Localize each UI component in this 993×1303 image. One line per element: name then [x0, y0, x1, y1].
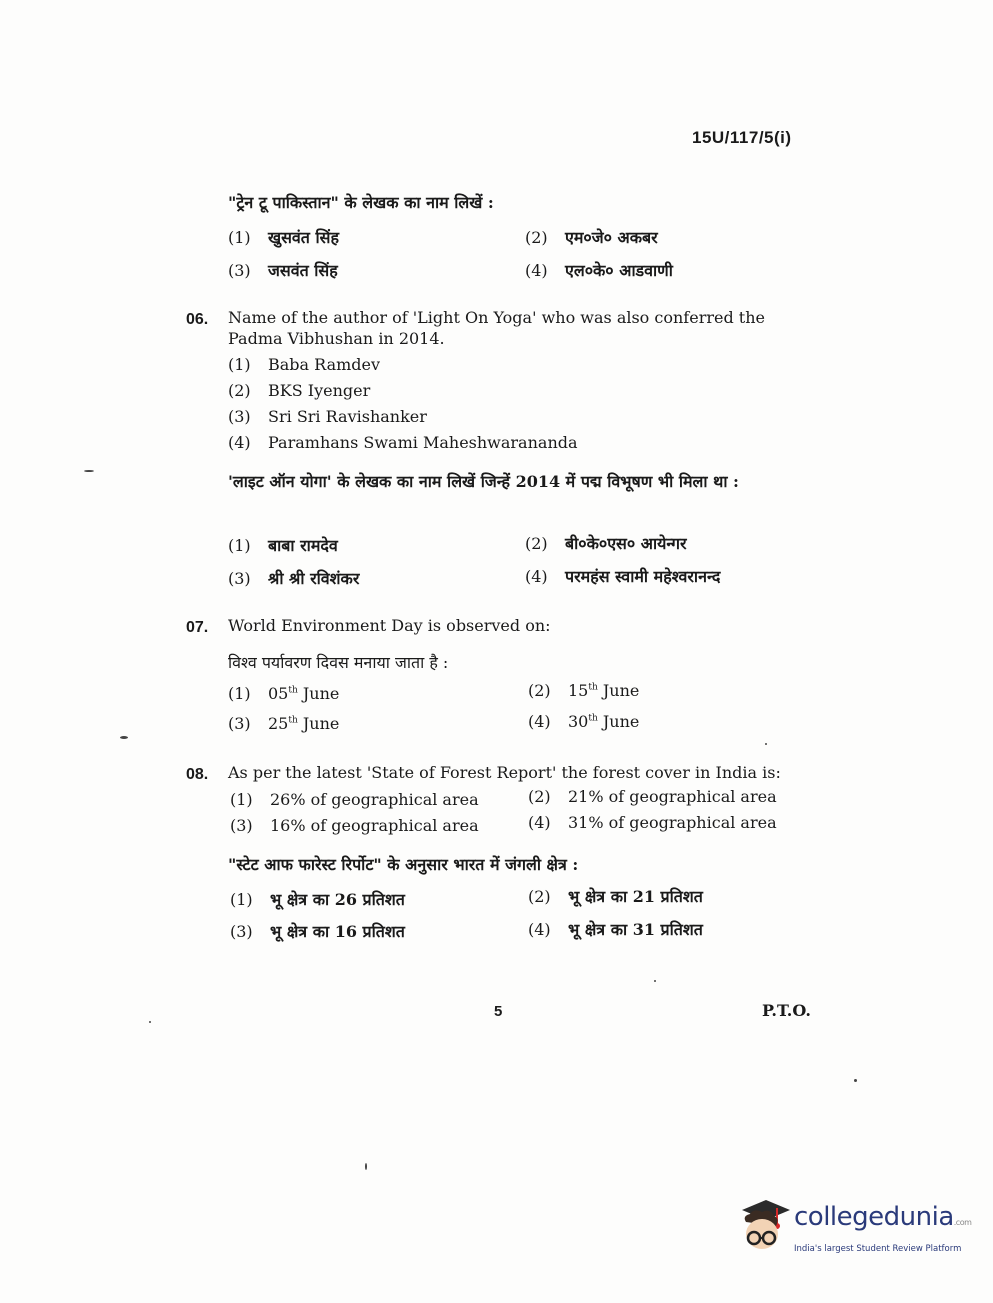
q06-hindi-option-1: (1) बाबा रामदेव: [228, 536, 338, 555]
pto-label: P.T.O.: [762, 1001, 811, 1020]
q05-hindi-option-2: (2) एम०जे० अकबर: [525, 228, 658, 247]
q08-option-3: (3) 16% of geographical area: [230, 816, 479, 835]
scan-speck: [84, 470, 94, 472]
q07-stem: World Environment Day is observed on:: [228, 616, 551, 635]
q06-hindi-option-2: (2) बी०के०एस० आयेन्गर: [525, 534, 687, 553]
scan-speck: [365, 1163, 367, 1170]
q06-hindi-option-4: (4) परमहंस स्वामी महेश्वरानन्द: [525, 567, 721, 586]
q07-number: 07.: [186, 619, 209, 636]
q06-number: 06.: [186, 311, 209, 328]
q06-option-2: (2) BKS Iyenger: [228, 381, 371, 400]
q08-hindi-option-3: (3) भू क्षेत्र का 16 प्रतिशत: [230, 922, 405, 941]
q08-hindi-stem: "स्टेट आफ फारेस्ट रिर्पोट" के अनुसार भारत में जंगली क्षेत्र :: [228, 855, 579, 874]
collegedunia-watermark: [736, 1196, 972, 1262]
scan-speck: [654, 980, 656, 982]
q05-hindi-option-1: (1) खुसवंत सिंह: [228, 228, 339, 247]
page-number: 5: [494, 1003, 503, 1020]
q07-hindi-stem: विश्व पर्यावरण दिवस मनाया जाता है :: [228, 653, 449, 672]
q06-option-3: (3) Sri Sri Ravishanker: [228, 407, 427, 426]
scan-speck: [765, 743, 767, 745]
q08-hindi-option-1: (1) भू क्षेत्र का 26 प्रतिशत: [230, 890, 405, 909]
q08-option-2: (2) 21% of geographical area: [528, 787, 777, 806]
graduate-mascot-icon: [736, 1196, 792, 1256]
brand-name: collegedunia.com: [794, 1202, 972, 1232]
q07-option-1: (1) 05th June: [228, 684, 340, 703]
paper-code: 15U/117/5(i): [692, 128, 792, 147]
q06-stem: Name of the author of 'Light On Yoga' who was also conferred the Padma Vibhushan in 2014.: [228, 308, 765, 348]
q06-hindi-option-3: (3) श्री श्री रविशंकर: [228, 569, 360, 588]
q08-hindi-option-4: (4) भू क्षेत्र का 31 प्रतिशत: [528, 920, 703, 939]
q08-option-1: (1) 26% of geographical area: [230, 790, 479, 809]
q05-hindi-stem: "ट्रेन टू पाकिस्तान" के लेखक का नाम लिखें :: [228, 193, 494, 212]
q06-option-1: (1) Baba Ramdev: [228, 355, 381, 374]
q08-stem: As per the latest 'State of Forest Report' the forest cover in India is:: [228, 763, 781, 782]
q06-hindi-stem: 'लाइट ऑन योगा' के लेखक का नाम लिखें जिन्हें 2014 में पद्म विभूषण भी मिला था :: [228, 472, 739, 491]
scan-speck: [120, 736, 128, 739]
q08-hindi-option-2: (2) भू क्षेत्र का 21 प्रतिशत: [528, 887, 703, 906]
q07-option-2: (2) 15th June: [528, 681, 640, 700]
q05-hindi-option-3: (3) जसवंत सिंह: [228, 261, 338, 280]
q08-option-4: (4) 31% of geographical area: [528, 813, 777, 832]
scan-speck: [149, 1021, 151, 1023]
q05-hindi-option-4: (4) एल०के० आडवाणी: [525, 261, 673, 280]
brand-tagline: India's largest Student Review Platform: [794, 1244, 962, 1254]
q06-option-4: (4) Paramhans Swami Maheshwarananda: [228, 433, 578, 452]
q08-number: 08.: [186, 766, 209, 783]
scan-speck: [854, 1079, 857, 1082]
q07-option-4: (4) 30th June: [528, 712, 640, 731]
q07-option-3: (3) 25th June: [228, 714, 340, 733]
